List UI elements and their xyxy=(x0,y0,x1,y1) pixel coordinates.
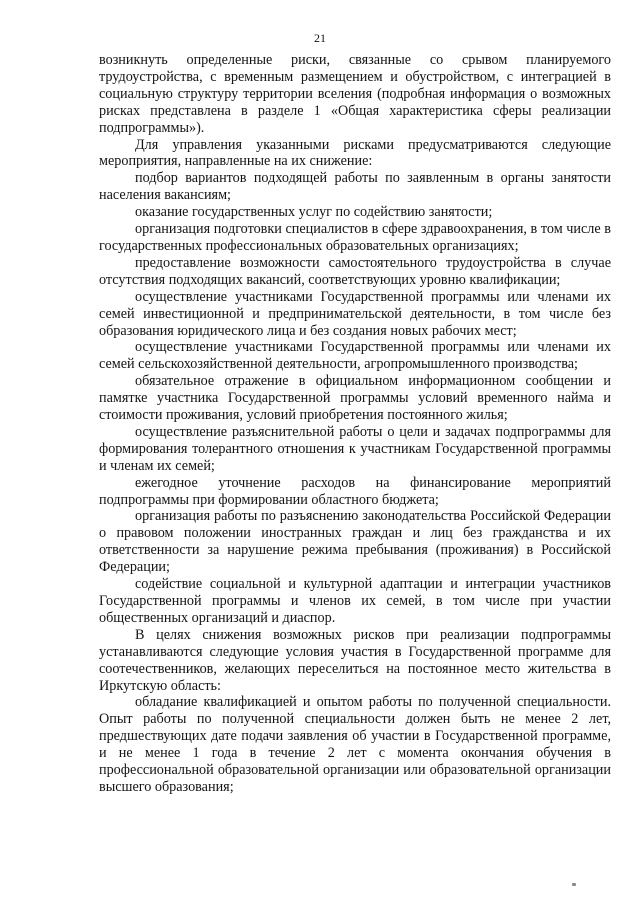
paragraph-conditions: В целях снижения возможных рисков при реализации подпрограммы устанавливаются следующие условия участия в Государственной программе для соотечественников, желающих переселиться на постоянное место жительства в Иркутскую область: xyxy=(99,626,611,694)
paragraph-2: Для управления указанными рисками предусматриваются следующие мероприятия, направленные на их снижение: xyxy=(99,136,611,170)
list-item-qualification: обладание квалификацией и опытом работы по полученной специальности. Опыт работы по полученной специальности должен быть не менее 2 лет, предшествующих дате подачи заявления об участии в Государственной программе, и не менее 1 года в течение 2 лет с момента окончания обучения в профессиональной образовательной организации или образовательной организации высшего образования; xyxy=(99,694,611,795)
scan-artifact xyxy=(572,883,576,886)
page-number: 21 xyxy=(314,31,326,45)
list-item-budget-refinement: ежегодное уточнение расходов на финансирование мероприятий подпрограммы при формировании областного бюджета; xyxy=(99,474,611,508)
list-item-agricultural-activity: осуществление участниками Государственной программы или членами их семей сельскохозяйственной деятельности, агропромышленного производства; xyxy=(99,339,611,373)
list-item-explanatory-work: осуществление разъяснительной работы о цели и задачах подпрограммы для формирования толерантного отношения к участникам Государственной программы и членам их семей; xyxy=(99,423,611,474)
list-item-state-services: оказание государственных услуг по содействию занятости; xyxy=(135,204,493,221)
list-item-adaptation-support: содействие социальной и культурной адаптации и интеграции участников Государственной программы и членов их семей, в том числе при участии общественных организаций и диаспор. xyxy=(99,576,611,626)
list-item-self-employment: предоставление возможности самостоятельного трудоустройства в случае отсутствия подходящих вакансий, соответствующих уровню квалификации; xyxy=(99,254,611,288)
list-item-info-disclosure: обязательное отражение в официальном информационном сообщении и памятке участника Государственной программы условий временного найма и стоимости проживания, условий приобретения постоянного жилья; xyxy=(99,373,611,424)
list-item-healthcare-training: организация подготовки специалистов в сфере здравоохранения, в том числе в государственных профессиональных образовательных организациях; xyxy=(99,221,611,254)
document-body xyxy=(99,52,611,796)
paragraph-1: возникнуть определенные риски, связанные со срывом планируемого трудоустройства, с временным размещением и обустройством, с интеграцией в социальную структуру территории вселения (подробная информация о возможных рисках представлена в разделе 1 «Общая характеристика сферы реализации подпрограммы»). xyxy=(99,52,611,136)
list-item-investment-activity: осуществление участниками Государственной программы или членами их семей инвестиционной и предпринимательской деятельности, в том числе без образования юридического лица и без создания новых рабочих мест; xyxy=(99,288,611,339)
list-item-job-selection: подбор вариантов подходящей работы по заявленным в органы занятости населения вакансиям; xyxy=(99,170,611,204)
list-item-law-explanation: организация работы по разъяснению законодательства Российской Федерации о правовом положении иностранных граждан и лиц без гражданства и их ответственности за нарушение режима пребывания (проживания) в Российской Федерации; xyxy=(99,508,611,576)
